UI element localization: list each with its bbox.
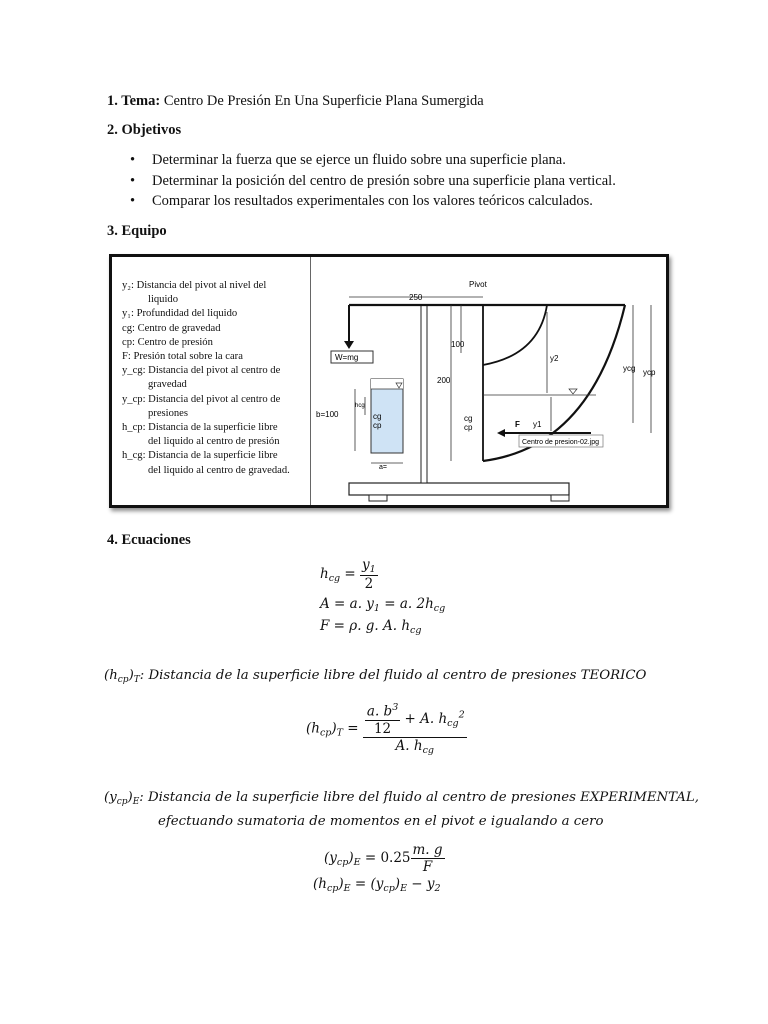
- objetivos-list: [107, 150, 616, 212]
- cg-label-right: cg: [464, 414, 473, 423]
- coefficient: 0.25: [380, 850, 411, 866]
- theory-definition: $(h_{cp})_T$: Distancia de la superficie libre del fluido al centro de presiones TEORICO: [104, 668, 647, 685]
- force-label: F: [515, 420, 520, 429]
- equation-hcp-exp: $(h_{cp})_E = (y_{cp})_E - y_2$: [313, 876, 441, 894]
- legend-row-cont: presiones: [148, 407, 189, 419]
- cp-label-right: cp: [464, 423, 473, 432]
- dim-100-label: 100: [451, 340, 465, 349]
- legend-row: F: Presión total sobre la cara: [122, 351, 243, 363]
- quadrant-inner: [483, 305, 547, 365]
- force-arrowhead: [497, 429, 505, 437]
- ycg-label: ycg: [623, 364, 636, 373]
- legend-row: cp: Centro de presión: [122, 336, 213, 348]
- experimental-definition-1: $(y_{cp})_E$: Distancia de la superficie libre del fluido al centro de presiones EXPERIMENTAL,: [104, 790, 699, 807]
- figure-legend: [112, 257, 311, 505]
- ycp-label: ycp: [643, 368, 656, 377]
- support-post: [421, 305, 427, 483]
- equipment-figure: [109, 254, 669, 508]
- apparatus-diagram: [311, 257, 666, 505]
- cg-label-left: cg: [373, 412, 382, 421]
- equation-hcp-theory: $(h_{cp})_T$ = $\frac{a. b^3}{12}$ + A. $h_{cg}^2$ A. $h_{cg}$: [306, 702, 465, 756]
- equation-area: A = a. $y_1 = a$. $2h_{cg}$: [320, 596, 446, 614]
- tema-label: 1. Tema:: [107, 93, 161, 109]
- a-label: a=: [379, 464, 387, 471]
- y1-label: y1: [533, 420, 542, 429]
- equation-force: F = ρ. g. A. $h_{cg}$: [320, 618, 422, 636]
- weight-label: W=mg: [335, 353, 359, 362]
- legend-row-cont: del liquido al centro de presión: [148, 436, 280, 448]
- surface-mark: [569, 389, 577, 394]
- list-item: • Determinar la fuerza que se ejerce un fluido sobre una superficie plana.: [107, 150, 616, 171]
- legend-row-cont: gravedad: [148, 379, 187, 391]
- tema-text: Centro De Presión En Una Superficie Plana Sumergida: [163, 93, 484, 109]
- legend-row: cg: Centro de gravedad: [122, 322, 221, 334]
- section-objetivos-title: 2. Objetivos: [107, 122, 182, 138]
- legend-row: h_cp: Distancia de la superficie libre: [122, 422, 278, 434]
- legend-row: y_cg: Distancia del pivot al centro de: [122, 365, 281, 377]
- legend-row: y₁: Profundidad del liquido: [122, 308, 238, 320]
- legend-row: y_cp: Distancia del pivot al centro de: [122, 393, 281, 405]
- base-foot: [551, 495, 569, 501]
- list-item: • Determinar la posición del centro de presión sobre una superficie plana vertical.: [107, 171, 616, 192]
- section-equipo-title: 3. Equipo: [107, 223, 167, 239]
- base-foot: [369, 495, 387, 501]
- base-plate: [349, 483, 569, 495]
- equation-ycp-exp: $(y_{cp})_E = 0.25$ $\frac{m. g}{F}$: [324, 842, 443, 875]
- y2-label: y2: [550, 354, 559, 363]
- section-ecuaciones-title: 4. Ecuaciones: [107, 532, 191, 548]
- cp-label-left: cp: [373, 421, 382, 430]
- apparatus-svg: [311, 257, 666, 505]
- dim-250-label: 250: [409, 293, 423, 302]
- experimental-definition-2: efectuando sumatoria de momentos en el pivot e igualando a cero: [158, 814, 604, 829]
- legend-row-cont: del liquido al centro de gravedad.: [148, 464, 290, 476]
- pivot-label: Pivot: [469, 280, 487, 289]
- hanger-arrow: [344, 341, 354, 349]
- tooltip-label: Centro de presion-02.jpg: [522, 439, 600, 446]
- section-tema: [107, 93, 484, 110]
- legend-row: h_cg: Distancia de la superficie libre: [122, 450, 278, 462]
- legend-row: y₂: Distancia del pivot al nivel del: [122, 280, 267, 291]
- hcg-label: hcg: [355, 403, 365, 409]
- dim-200-label: 200: [437, 376, 451, 385]
- b-label: b=100: [316, 410, 339, 419]
- equation-hcg: $h_{cg}$ = $\frac{y_1}{2}$: [320, 557, 376, 592]
- legend-row-cont: liquido: [148, 294, 179, 306]
- list-item: • Comparar los resultados experimentales con los valores teóricos calculados.: [107, 191, 616, 212]
